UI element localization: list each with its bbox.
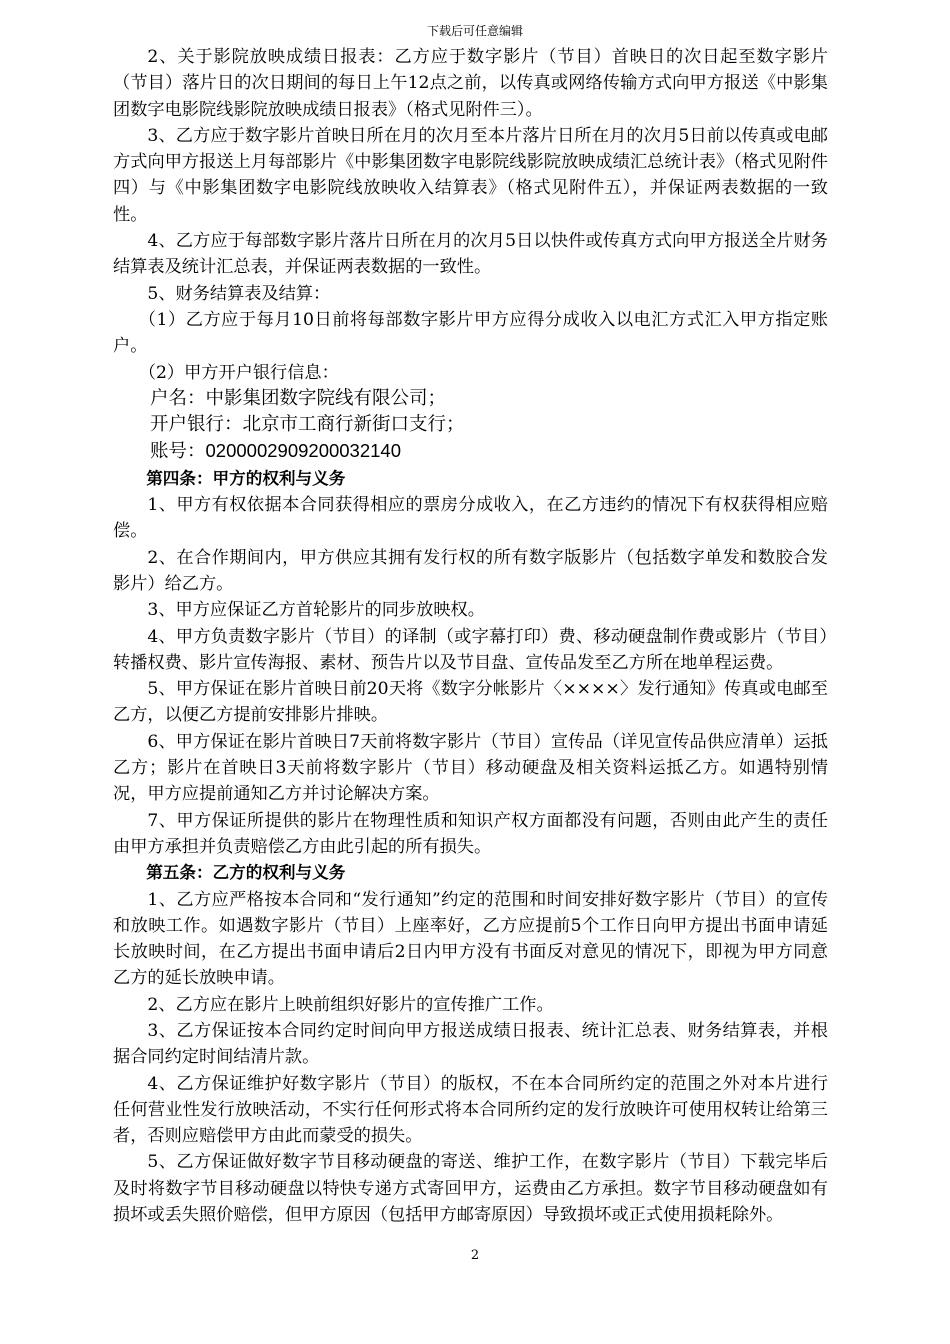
account-number-line xyxy=(113,438,828,465)
paragraph: 1、甲方有权依据本合同获得相应的票房分成收入，在乙方违约的情况下有权获得相应赔偿。 xyxy=(113,495,828,542)
paragraph: 1、乙方应严格按本合同和“发行通知”约定的范围和时间安排好数字影片（节目）的宣传和放映工作。如遇数字影片（节目）上座率好，乙方应提前5个工作日向甲方提出书面申请延长放映时间，在乙方提出书面申请后2日内甲方没有书面反对意见的情况下，即视为甲方同意乙方的延长放映申请。 xyxy=(113,889,828,989)
page-header: 下载后可任意编辑 xyxy=(426,24,523,38)
paragraph: 2、在合作期间内，甲方供应其拥有发行权的所有数字版影片（包括数字单发和数胶合发影片）给乙方。 xyxy=(113,547,828,594)
paragraph: 3、乙方应于数字影片首映日所在月的次月至本片落片日所在月的次月5日前以传真或电邮方式向甲方报送上月每部影片《中影集团数字电影院线影院放映成绩汇总统计表》（格式见附件四）与《中影集团数字电影院线放映收入结算表》（格式见附件五），并保证两表数据的一致性。 xyxy=(113,125,828,225)
paragraph: 2、关于影院放映成绩日报表：乙方应于数字影片（节目）首映日的次日起至数字影片（节目）落片日的次日期间的每日上午12点之前，以传真或网络传输方式向甲方报送《中影集团数字电影院线影院放映成绩日报表》（格式见附件三）。 xyxy=(113,47,828,120)
paragraph: 7、甲方保证所提供的影片在物理性质和知识产权方面都没有问题，否则由此产生的责任由甲方承担并负责赔偿乙方由此引起的所有损失。 xyxy=(113,810,828,857)
page-number: 2 xyxy=(470,1248,480,1263)
sub-paragraph: （1）乙方应于每月10日前将每部数字影片甲方应得分成收入以电汇方式汇入甲方指定账户。 xyxy=(113,309,828,357)
paragraph: 3、甲方应保证乙方首轮影片的同步放映权。 xyxy=(147,600,485,621)
account-name: 户名：中影集团数字院线有限公司； xyxy=(150,387,447,409)
document-body xyxy=(113,44,828,1228)
account-number: 0200002909200032140 xyxy=(205,440,402,462)
section-heading: 第四条：甲方的权利与义务 xyxy=(146,468,346,488)
paragraph: 5、财务结算表及结算： xyxy=(147,283,331,304)
paragraph: 4、甲方负责数字影片（节目）的译制（或字幕打印）费、移动硬盘制作费或影片（节目）转播权费、影片宣传海报、素材、预告片以及节目盘、宣传品发至乙方所在地单程运费。 xyxy=(113,626,828,673)
paragraph: 5、乙方保证做好数字节目移动硬盘的寄送、维护工作，在数字影片（节目）下载完毕后及时将数字节目移动硬盘以特快专递方式寄回甲方，运费由乙方承担。数字节目移动硬盘如有损坏或丢失照价赔偿，但甲方原因（包括甲方邮寄原因）导致损坏或正式使用损耗除外。 xyxy=(113,1152,828,1226)
sub-paragraph: （2）甲方开户银行信息： xyxy=(138,362,339,383)
paragraph: 6、甲方保证在影片首映日7天前将数字影片（节目）宣传品（详见宣传品供应清单）运抵乙方；影片在首映日3天前将数字影片（节目）移动硬盘及相关资料运抵乙方。如遇特别情况，甲方应提前通知乙方并讨论解决方案。 xyxy=(113,731,828,805)
paragraph: 3、乙方保证按本合同约定时间向甲方报送成绩日报表、统计汇总表、财务结算表，并根据合同约定时间结清片款。 xyxy=(113,1020,828,1068)
paragraph: 4、乙方保证维护好数字影片（节目）的版权，不在本合同所约定的范围之外对本片进行任何营业性发行放映活动，不实行任何形式将本合同所约定的发行放映许可使用权转让给第三者，否则应赔偿甲方由此而蒙受的损失。 xyxy=(113,1073,828,1147)
section-heading: 第五条：乙方的权利与义务 xyxy=(146,863,346,883)
paragraph: 4、乙方应于每部数字影片落片日所在月的次月5日以快件或传真方式向甲方报送全片财务结算表及统计汇总表，并保证两表数据的一致性。 xyxy=(113,231,828,278)
account-number-label: 账号： xyxy=(150,441,206,463)
paragraph: 5、甲方保证在影片首映日前20天将《数字分帐影片〈××××〉发行通知》传真或电邮至乙方，以便乙方提前安排影片排映。 xyxy=(113,679,828,726)
paragraph: 2、乙方应在影片上映前组织好影片的宣传推广工作。 xyxy=(147,994,554,1015)
bank-name: 开户银行：北京市工商行新街口支行； xyxy=(150,414,465,436)
